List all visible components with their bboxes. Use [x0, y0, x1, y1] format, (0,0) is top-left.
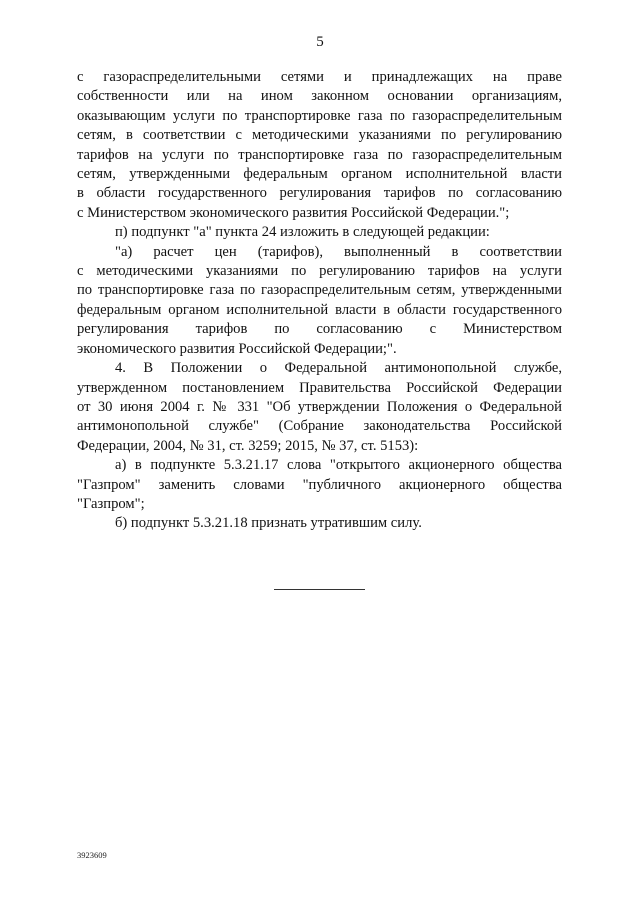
text-line: "а) расчет цен (тарифов), выполненный в соответствии [115, 243, 562, 260]
text-line: с методическими указаниями по регулированию тарифов на услуги [77, 263, 562, 280]
text-line: тарифов на услуги по транспортировке газа по газораспределительным [77, 146, 562, 163]
text-line: с газораспределительными сетями и принадлежащих на праве [77, 69, 562, 85]
document-id: 3923609 [77, 850, 107, 860]
page-number: 5 [316, 34, 324, 50]
text-line: оказывающим услуги по транспортировке газа по газораспределительным [77, 107, 562, 124]
text-line: утвержденном постановлением Правительства Российской Федерации [77, 379, 562, 396]
text-line: с Министерством экономического развития Российской Федерации."; [77, 204, 510, 221]
text-line: а) в подпункте 5.3.21.17 слова "открытого акционерного общества [115, 457, 562, 474]
text-line: от 30 июня 2004 г. № 331 "Об утверждении Положения о Федеральной [77, 398, 562, 415]
paragraph-subitem-p [77, 223, 562, 242]
text-line: в области государственного регулирования тарифов по согласованию [77, 185, 562, 202]
text-line: п) подпункт "а" пункта 24 изложить в следующей редакции: [115, 224, 490, 241]
text-line: сетям, в соответствии с методическими указаниями по регулированию [77, 127, 562, 144]
text-line: Федерации, 2004, № 31, ст. 3259; 2015, № 37, ст. 5153): [77, 437, 419, 454]
text-line: "Газпром"; [77, 495, 145, 512]
text-line: "Газпром" заменить словами "публичного акционерного общества [77, 476, 562, 493]
end-divider-line [274, 589, 365, 590]
text-line: сетям, утвержденными федеральным органом исполнительной власти [77, 166, 562, 183]
document-body [77, 68, 562, 534]
text-line: регулирования тарифов по согласованию с Министерством [77, 321, 562, 338]
text-line: экономического развития Российской Федерации;". [77, 340, 397, 357]
text-line: 4. В Положении о Федеральной антимонопольной службе, [115, 360, 562, 377]
paragraph-subitem-a [77, 456, 562, 514]
text-line: б) подпункт 5.3.21.18 признать утратившим силу. [115, 515, 422, 532]
paragraph-quoted-a [77, 243, 562, 359]
text-line: собственности или на ином законном основании организациям, [77, 88, 562, 105]
paragraph-continuation [77, 68, 562, 223]
paragraph-item-4 [77, 359, 562, 456]
text-line: федеральным органом исполнительной власти в области государственного [77, 301, 562, 318]
paragraph-subitem-b [77, 514, 562, 533]
text-line: по транспортировке газа по газораспределительным сетям, утвержденными [77, 282, 562, 299]
text-line: антимонопольной службе" (Собрание законодательства Российской [77, 418, 562, 435]
